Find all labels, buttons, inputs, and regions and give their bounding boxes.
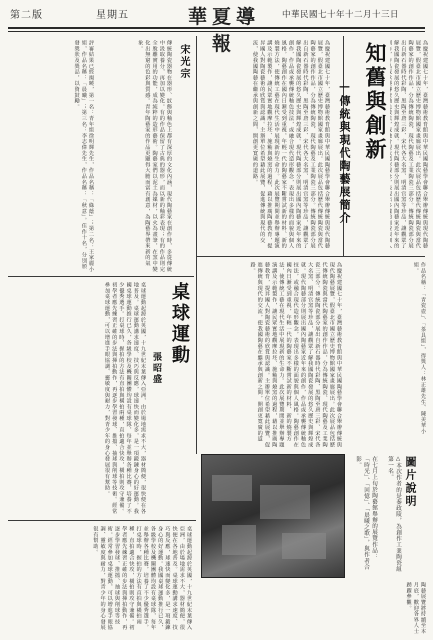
caption-line: 「時光」、「回憶」、「晨曦之歌」，與作者合影。 — [355, 456, 369, 571]
article-body-continued: 陶藝展覽將持續至本月底，歡迎各界人士踴躍參觀。 — [405, 582, 426, 635]
article-body: 為慶祝建國七十年，臺灣藝術教育館與中華民國陶藝學會聯合舉辦傳統與現代陶藝展覽，假臺北市國立歷史博物館國家畫廊展出。此次展品包括歷代傳統陶瓷與當代陶藝家的創作作品，分為傳統陶瓷、現代陶藝及工業陶瓷三部分。傳統陶瓷部分展出自新石器時代彩陶、黑陶至唐三彩、宋代各大名窯、明清官窯等珍品，讓觀眾了解我國陶瓷發展的悠久歷史與輝煌成就。現代陶藝部分則展出國內陶藝家近年來的 — [393, 40, 428, 249]
column-rule — [196, 36, 197, 276]
masthead-rule-thin — [8, 31, 425, 32]
pottery-photo — [201, 454, 345, 578]
caption-title: 圖片說明 — [404, 456, 417, 508]
article-body-continued: 作品名稱：「青瓷壺」、「茶具組」，得獎人：林正雄先生、陳美華小姐。 — [412, 262, 426, 434]
page-number: 第二版 — [10, 10, 43, 21]
section-rule — [8, 276, 194, 277]
sidebar-text: 評審結果已經揭曉，第一名：青年組徐明輝先生，作品名稱：「綠蔭」；第二名：王家麗小姐，作品名稱：「晨曦」；第三名：李志偉先生，作品名稱：「秋意」。佳作十名，分別頒發獎狀及獎品，以資鼓勵。 — [73, 40, 94, 272]
article-byline: 張昭盛 — [151, 352, 161, 385]
masthead-rule — [8, 27, 425, 29]
newspaper-title: 華夏導報 — [187, 6, 260, 55]
section-rule — [196, 256, 425, 257]
article-body-continued: 桌球運動起源於英國，十九世紀末葉傳入亞洲，由於場地需求不大，器材簡便，很快便在各地普及。桌球運動講求速度、技巧與反應，球速快而變化多，是一項鍛鍊身心的好運動。我國桌球運動推行已久，各級學校及機關團體均設有桌球隊，每年並舉辦各種比賽，培養了不少優秀選手。打桌球時，握拍的方法有直拍與橫拍兩種，直拍適合快攻，橫拍則攻守兼備。初學者應先練習正確的步法與揮拍動作，再逐步學習發球、推擋、抽球與削球等技術。經常參加桌球運動，可以增進手眼協調、靈敏度與耐力，對青少年的身心發展很有幫助。 — [92, 526, 192, 631]
article-body: 傳統陶瓷器物在器形、紋飾與釉色上都有深厚的文化內涵，現代陶藝家在創作時，多從傳統中汲取養分，再加以變化。有的作品保留了古典的器形，而以新的釉彩表現；有的作品則完全脫離實用的功能，成為純粹的造形藝術。陶藝家們以泥土為媒材，以火為畫筆，在窯中變化出無窮的色彩與質感。青年陶藝家的作品更顯得大膽而富有創意，為陶藝界帶來新的氣象。 — [137, 40, 172, 272]
article-body: 桌球運動起源於英國，十九世紀末葉傳入亞洲，由於場地需求不大，器材簡便，很快便在各地普及。桌球運動講求速度、技巧與反應，球速快而變化多，是一項鍛鍊身心的好運動。我國桌球運動推行已久，各級學校及機關團體均設有桌球隊，每年並舉辦各種比賽，培養了不少優秀選手。打桌球時，握拍的方法有直拍與橫拍兩種，直拍適合快攻，橫拍則攻守兼備。初學者應先練習正確的步法與揮拍動作，再逐步學習發球、推擋、抽球與削球等技術。經常參加桌球運動，可以增進手眼協調、靈敏度與耐力，對青少年的身心發展很有幫助。 — [103, 282, 146, 514]
article-headline: 桌球運動 — [169, 282, 190, 366]
article-body-continued: 為慶祝建國七十年，臺灣藝術教育館與中華民國陶藝學會聯合舉辦傳統與現代陶藝展覽，假臺北市國立歷史博物館國家畫廊展出。此次展品包括歷代傳統陶瓷與當代陶藝家的創作作品，分為傳統陶瓷、現代陶藝及工業陶瓷三部分。傳統陶瓷部分展出自新石器時代彩陶、黑陶至唐三彩、宋代各大名窯、明清官窯等珍品，讓觀眾了解我國陶瓷發展的悠久歷史與輝煌成就。現代陶藝部分則展出國內陶藝家近年來的創作，作品或承襲傳統釉色技法，或融合現代造形觀念，表現出多樣的面貌與個人風格。陶藝創作在國內日漸受到重視，年輕一代的陶藝家不斷嘗試新的材料、新的燒製方法，使傳統工藝在現代生活中展現新的生命力。此次展覽期間並舉辦專題演講及示範製作，讓民眾實地觀摩拉坯、施釉與燒窯的過程，藉以推廣陶藝教育，提昇國人對陶瓷藝術的欣賞與認識。主辦單位希望藉此展覽，促進傳統與現代的交流，使我國陶藝在繼承與創新之間，開創更寬廣的道路。 — [249, 262, 342, 448]
weekday: 星期五 — [96, 10, 129, 21]
caption-line: △本次作者的是秦政陵，為創作工業陶瓷組第一名。 — [387, 456, 401, 573]
article-headline: 知舊與創新 — [363, 42, 388, 162]
article-body-continued: 為慶祝建國七十年，臺灣藝術教育館與中華民國陶藝學會聯合舉辦傳統與現代陶藝展覽，假臺北市國立歷史博物館國家畫廊展出。此次展品包括歷代傳統陶瓷與當代陶藝家的創作作品，分為傳統陶瓷、現代陶藝及工業陶瓷三部分。傳統陶瓷部分展出自新石器時代彩陶、黑陶至唐三彩、宋代各大名窯、明清官窯等珍品，讓觀眾了解我國陶瓷發展的悠久歷史與輝煌成就。現代陶藝部分則展出國內陶藝家近年來的創作，作品或承襲傳統釉色技法，或融合現代造形觀念，表現出多樣的面貌與個人風格。陶藝創作在國內日漸受到重視，年輕一代的陶藝家不斷嘗試新的材料、新的燒製方法，使傳統工藝在現代生活中展現新的生命力。此次展覽期間並舉辦專題演講及示範製作，讓民眾實地觀摩拉坯、施釉與燒窯的過程，藉以推廣陶藝教育，提昇國人對陶瓷藝術的欣賞與認識。主辦單位希望藉此展覽，促進傳統與現代的交流，使我國陶藝在繼承與創新之間，開創更寬廣的道路。 — [251, 40, 330, 249]
column-rule — [196, 276, 197, 454]
issue-date: 中華民國七十年十二月十三日 — [282, 10, 400, 20]
article-byline: 宋光宗 — [178, 44, 189, 80]
caption-line: 在七月上旬於陶藝館舉辦的展覽作品： — [371, 456, 377, 560]
article-subhead: —傳統與現代陶藝展簡介 — [338, 80, 351, 225]
section-rule — [8, 520, 196, 521]
